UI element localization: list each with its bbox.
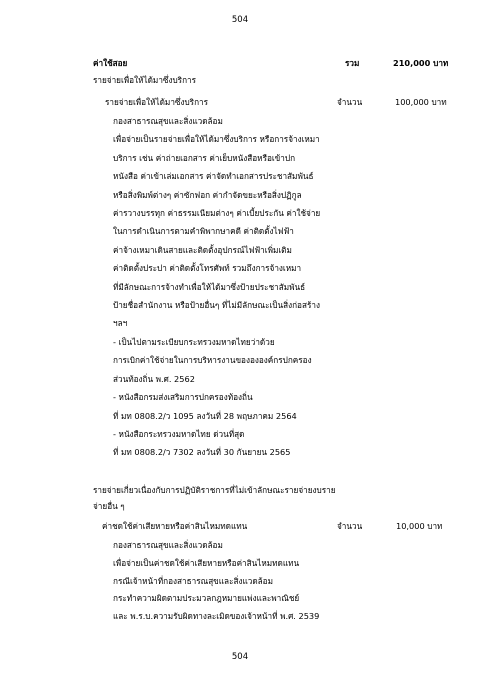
- description-line: - หนังสือกรมส่งเสริมการปกครองท้องถิ่น: [113, 392, 253, 403]
- description-line: และ พ.ร.บ.ความรับผิดทางละเมิดของเจ้าหน้าที่ พ.ศ. 2539: [113, 611, 320, 622]
- section2-description: [113, 537, 319, 626]
- section1-description: [113, 112, 320, 462]
- description-line: - เป็นไปตามระเบียบกระทรวงมหาดไทยว่าด้วย: [113, 336, 275, 347]
- description-line: กองสาธารณสุขและสิ่งแวดล้อม: [113, 540, 223, 550]
- description-line: ค่ารวางบรรทุก ค่าธรรมเนียมต่างๆ ค่าเบี้ยประกัน ค่าใช้จ่าย: [113, 208, 321, 219]
- description-line: บริการ เช่น ค่าถ่ายเอกสาร ค่าเย็บหนังสือหรือเข้าปก: [113, 152, 296, 163]
- section1-heading: รายจ่ายเพื่อให้ได้มาซึ่งบริการ: [93, 75, 197, 85]
- description-line: หนังสือ ค่าเข้าเล่มเอกสาร ค่าจัดทำเอกสารประชาสัมพันธ์: [113, 171, 314, 182]
- description-line: ฯลฯ: [113, 318, 128, 329]
- section2-amount-value: 10,000 บาท: [396, 521, 443, 531]
- description-line: ที่มีลักษณะการจ้างทำเพื่อให้ได้มาซึ่งป้ายประชาสัมพันธ์: [113, 281, 306, 292]
- section1-amount-label: จำนวน: [337, 97, 363, 107]
- description-line: เพื่อจ่ายเป็นรายจ่ายเพื่อให้ได้มาซึ่งบริการ หรือการจ้างเหมา: [113, 134, 320, 145]
- description-line: การเบิกค่าใช้จ่ายในการบริหารงานของององค์กรปกครอง: [113, 355, 312, 366]
- description-line: เพื่อจ่ายเป็นค่าชดใช้ค่าเสียหายหรือค่าสินไหมทดแทน: [113, 557, 300, 568]
- description-line: กระทำความผิดตามประมวลกฎหมายแพ่งและพาณิชย์: [113, 593, 300, 604]
- section2-item-title: ค่าชดใช้ค่าเสียหายหรือค่าสินไหมทดแทน: [102, 521, 248, 531]
- description-line: - หนังสือกระทรวงมหาดไทย ด่วนที่สุด: [113, 428, 245, 439]
- total-label: รวม: [345, 58, 360, 68]
- description-line: กองสาธารณสุขและสิ่งแวดล้อม: [113, 116, 223, 126]
- description-line: ที่ มท 0808.2/ว 7302 ลงวันที่ 30 กันยายน 2565: [113, 447, 291, 458]
- description-line: กรณีเจ้าหน้าที่กองสาธารณสุขและสิ่งแวดล้อม: [113, 575, 273, 586]
- description-line: ค่าติดตั้งประปา ค่าติดตั้งโทรศัพท์ รวมถึงการจ้างเหมา: [113, 263, 302, 274]
- description-line: ค่าจ้างเหมาเดินสายและติดตั้งอุปกรณ์ไฟฟ้าเพิ่มเติม: [113, 244, 292, 255]
- page-number-bottom: 504: [231, 652, 249, 662]
- description-line: ในการดำเนินการตามคำพิพากษาคดี ค่าติดตั้งไฟฟ้า: [113, 226, 294, 237]
- expense-category-label: ค่าใช้สอย: [93, 58, 128, 68]
- section2-heading-line2: จ่ายอื่น ๆ: [93, 501, 125, 511]
- description-line: หรือสิ่งพิมพ์ต่างๆ ค่าซักฟอก ค่ากำจัดขยะหรือสิ่งปฏิกูล: [113, 189, 302, 200]
- description-line: ที่ มท 0808.2/ว 1095 ลงวันที่ 28 พฤษภาคม 2564: [113, 410, 297, 421]
- section1-amount-value: 100,000 บาท: [395, 97, 447, 107]
- section2-amount-label: จำนวน: [337, 521, 363, 531]
- page-number-top: 504: [231, 15, 249, 25]
- description-line: ป้ายชื่อสำนักงาน หรือป้ายอื่นๆ ที่ไม่มีลักษณะเป็นสิ่งก่อสร้าง: [113, 300, 320, 311]
- total-amount: 210,000 บาท: [393, 58, 449, 68]
- section2-heading-line1: รายจ่ายเกี่ยวเนื่องกับการปฏิบัติราชการที่ไม่เข้าลักษณะรายจ่ายงบราย: [93, 485, 336, 495]
- section1-item-title: รายจ่ายเพื่อให้ได้มาซึ่งบริการ: [105, 97, 209, 107]
- description-line: ส่วนท้องถิ่น พ.ศ. 2562: [113, 373, 195, 384]
